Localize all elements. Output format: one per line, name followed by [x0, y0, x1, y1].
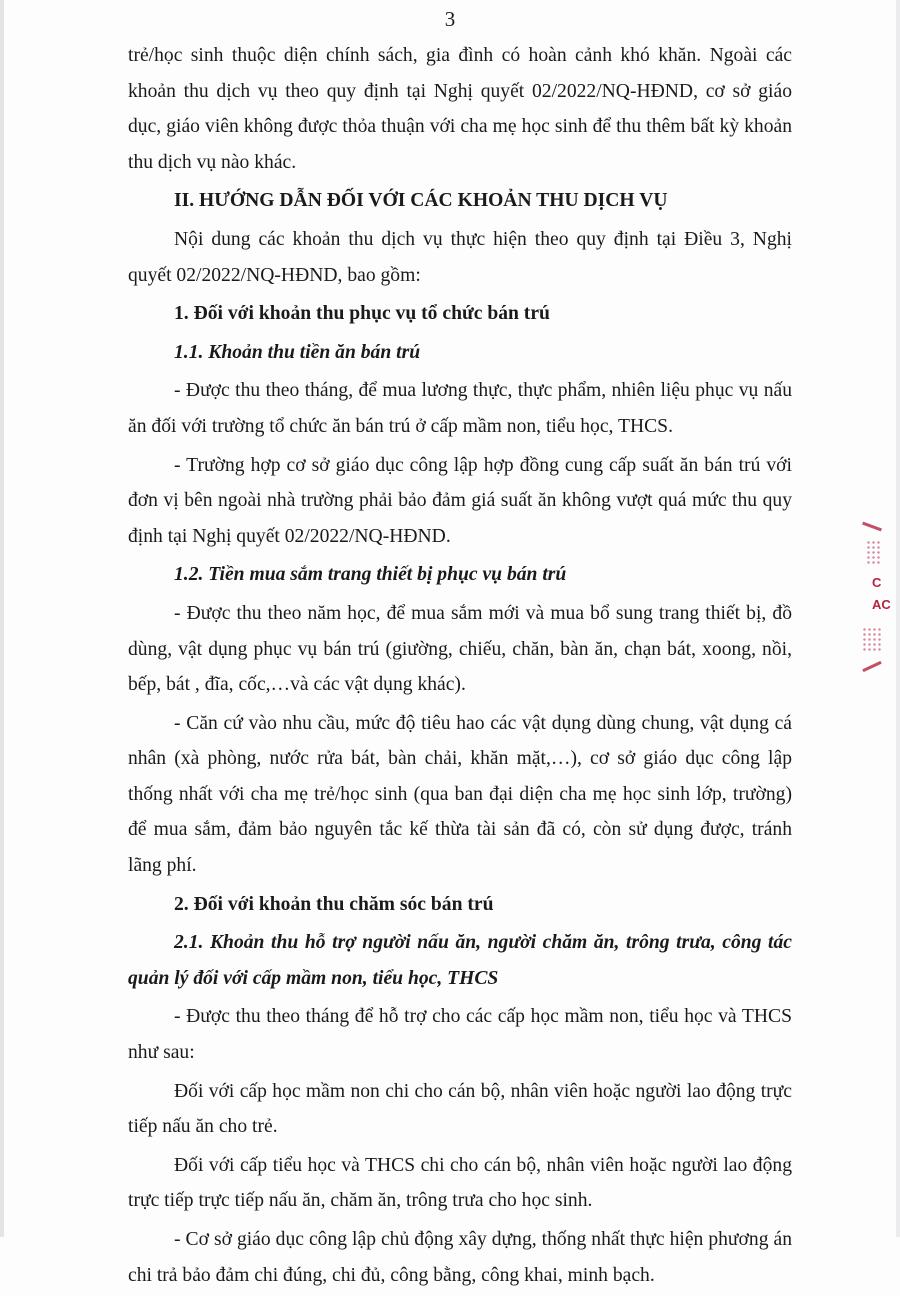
- stamp-arc-top: [862, 522, 882, 532]
- section-heading-ii: II. HƯỚNG DẪN ĐỐI VỚI CÁC KHOẢN THU DỊCH VỤ: [174, 190, 668, 212]
- stamp-text-fragment: C: [872, 575, 882, 590]
- paragraph: - Trường hợp cơ sở giáo dục công lập hợp đồng cung cấp suất ăn bán trú với đơn vị bên ngoài nhà trường phải bảo đảm giá suất ăn không vượt quá mức thu quy định tại Nghị quyết 02/2022/NQ-HĐND.: [128, 454, 792, 547]
- stamp-dots: [866, 540, 882, 564]
- subsection-heading-1-1: 1.1. Khoản thu tiền ăn bán trú: [174, 341, 421, 363]
- subsection-heading-1: 1. Đối với khoản thu phục vụ tổ chức bán trú: [174, 303, 550, 325]
- red-stamp-fragment: [856, 515, 896, 675]
- paragraph: - Được thu theo tháng, để mua lương thực, thực phẩm, nhiên liệu phục vụ nấu ăn đối với trường tổ chức ăn bán trú ở cấp mầm non, tiểu học, THCS.: [128, 380, 792, 437]
- page-left-edge: [0, 0, 4, 1237]
- page-number: 3: [444, 7, 456, 31]
- subsection-heading-1-2: 1.2. Tiền mua sắm trang thiết bị phục vụ bán trú: [174, 564, 567, 586]
- paragraph: - Được thu theo tháng để hỗ trợ cho các cấp học mầm non, tiểu học và THCS như sau:: [128, 1006, 792, 1064]
- stamp-dots: [862, 627, 882, 653]
- stamp-arc-bottom: [862, 661, 881, 672]
- paragraph: - Cơ sở giáo dục công lập chủ động xây dựng, thống nhất thực hiện phương án chi trả bảo đảm chi đúng, chi đủ, công bằng, công khai, minh bạch.: [128, 1229, 792, 1286]
- paragraph: Đối với cấp học mầm non chi cho cán bộ, nhân viên hoặc người lao động trực tiếp nấu ăn cho trẻ.: [128, 1080, 792, 1138]
- subsection-heading-2: 2. Đối với khoản thu chăm sóc bán trú: [174, 893, 494, 915]
- paragraph-intro: trẻ/học sinh thuộc diện chính sách, gia đình có hoàn cảnh khó khăn. Ngoài các khoản thu dịch vụ theo quy định tại Nghị quyết 02/2022/NQ-HĐND, cơ sở giáo dục, giáo viên không được thỏa thuận với cha mẹ học sinh để thu thêm bất kỳ khoản thu dịch vụ nào khác.: [128, 45, 792, 173]
- paragraph: - Căn cứ vào nhu cầu, mức độ tiêu hao các vật dụng dùng chung, vật dụng cá nhân (xà phòng, nước rửa bát, bàn chải, khăn mặt,…), cơ sở giáo dục công lập thống nhất với cha mẹ trẻ/học sinh (qua ban đại diện cha mẹ học sinh lớp, trường) để mua sắm, đảm bảo nguyên tắc kế thừa tài sản đã có, còn sử dụng được, tránh lãng phí.: [128, 712, 792, 877]
- paragraph: Đối với cấp tiểu học và THCS chi cho cán bộ, nhân viên hoặc người lao động trực tiếp trực tiếp nấu ăn, chăm ăn, trông trưa cho học sinh.: [128, 1154, 792, 1212]
- paragraph: - Được thu theo năm học, để mua sắm mới và mua bổ sung trang thiết bị, đồ dùng, vật dụng phục vụ bán trú (giường, chiếu, chăn, bàn ăn, chạn bát, xoong, nồi, bếp, bát , đĩa, cốc,…và các vật dụng khác).: [128, 602, 792, 696]
- paragraph: Nội dung các khoản thu dịch vụ thực hiện theo quy định tại Điều 3, Nghị quyết 02/2022/NQ-HĐND, bao gồm:: [128, 228, 792, 286]
- document-body: [128, 38, 792, 1296]
- stamp-text-fragment: AC: [872, 597, 891, 612]
- page-right-edge: [896, 0, 900, 1237]
- subsection-heading-2-1: 2.1. Khoản thu hỗ trợ người nấu ăn, người chăm ăn, trông trưa, công tác quản lý đối với cấp mầm non, tiểu học, THCS: [128, 932, 792, 989]
